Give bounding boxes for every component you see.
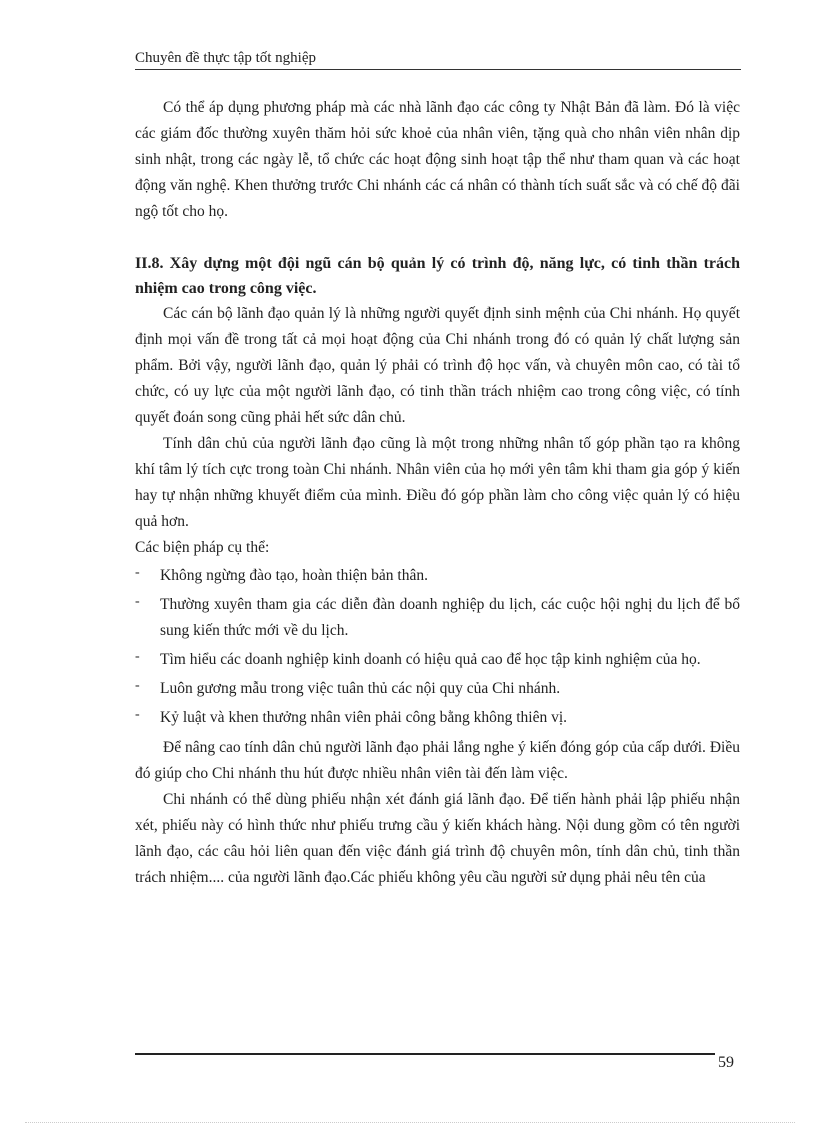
bullet-dash: - — [135, 649, 140, 664]
bullet-dash: - — [135, 594, 140, 609]
list-item — [135, 563, 740, 589]
footer-rule — [135, 1053, 715, 1055]
bullet-dash: - — [135, 565, 140, 580]
section-heading: II.8. Xây dựng một đội ngũ cán bộ quản lý có trình độ, năng lực, có tinh thần trách nhiệm cao trong công việc. — [135, 255, 740, 297]
list-item-text: Không ngừng đào tạo, hoàn thiện bản thân. — [160, 567, 428, 584]
list-item — [135, 592, 740, 644]
bullet-dash: - — [135, 678, 140, 693]
body-paragraph: Tính dân chủ của người lãnh đạo cũng là một trong những nhân tố góp phần tạo ra không khí tâm lý tích cực trong toàn Chi nhánh. Nhân viên của họ mới yên tâm khi tham gia góp ý kiến hay tự nhận những khuyết điểm của mình. Điều đó góp phần làm cho công việc quản lý có hiệu quả hơn. — [135, 435, 740, 530]
list-item-text: Luôn gương mẫu trong việc tuân thủ các nội quy của Chi nhánh. — [160, 680, 561, 697]
list-item-text: Tìm hiểu các doanh nghiệp kinh doanh có hiệu quả cao để học tập kinh nghiệm của họ. — [160, 651, 701, 668]
measures-list — [135, 563, 740, 731]
page-number: 59 — [718, 1054, 734, 1071]
page-header: Chuyên đề thực tập tốt nghiệp — [135, 50, 741, 70]
body-paragraph: Chi nhánh có thể dùng phiếu nhận xét đánh giá lãnh đạo. Để tiến hành phải lập phiếu nhận xét, phiếu này có hình thức như phiếu trưng cầu ý kiến khách hàng. Nội dung gồm có tên người lãnh đạo, các câu hỏi liên quan đến việc đánh giá trình độ chuyên môn, tính dân chủ, tinh thần trách nhiệm.... của người lãnh đạo.Các phiếu không yêu cầu người sử dụng phải nêu tên của — [135, 791, 740, 886]
measures-label: Các biện pháp cụ thể: — [135, 539, 270, 556]
page-body — [135, 95, 740, 891]
body-paragraph: Các cán bộ lãnh đạo quản lý là những người quyết định sinh mệnh của Chi nhánh. Họ quyết định mọi vấn đề trong tất cả mọi hoạt động của Chi nhánh trong đó có quản lý chất lượng sản phẩm. Bởi vậy, người lãnh đạo, quản lý phải có trình độ học vấn, và chuyên môn cao, có tài tổ chức, có uy lực của một người lãnh đạo, có tinh thần trách nhiệm cao trong công việc, có tính quyết đoán song cũng phải hết sức dân chủ. — [135, 305, 740, 426]
list-item — [135, 705, 740, 731]
list-item-text: Thường xuyên tham gia các diễn đàn doanh nghiệp du lịch, các cuộc hội nghị du lịch để bổ sung kiến thức mới về du lịch. — [160, 596, 740, 639]
body-paragraph: Để nâng cao tính dân chủ người lãnh đạo phải lắng nghe ý kiến đóng góp của cấp dưới. Điều đó giúp cho Chi nhánh thu hút được nhiều nhân viên tài đến làm việc. — [135, 739, 740, 782]
bullet-dash: - — [135, 707, 140, 722]
list-item — [135, 647, 740, 673]
body-paragraph: Có thể áp dụng phương pháp mà các nhà lãnh đạo các công ty Nhật Bản đã làm. Đó là việc các giám đốc thường xuyên thăm hỏi sức khoẻ của nhân viên, tặng quà cho nhân viên nhân dịp sinh nhật, trong các ngày lễ, tổ chức các hoạt động sinh hoạt tập thể như tham quan và các hoạt động văn nghệ. Khen thưởng trước Chi nhánh các cá nhân có thành tích suất sắc và có chế độ đãi ngộ tốt cho họ. — [135, 99, 740, 220]
list-item — [135, 676, 740, 702]
list-item-text: Kỷ luật và khen thưởng nhân viên phải công bằng không thiên vị. — [160, 709, 568, 726]
